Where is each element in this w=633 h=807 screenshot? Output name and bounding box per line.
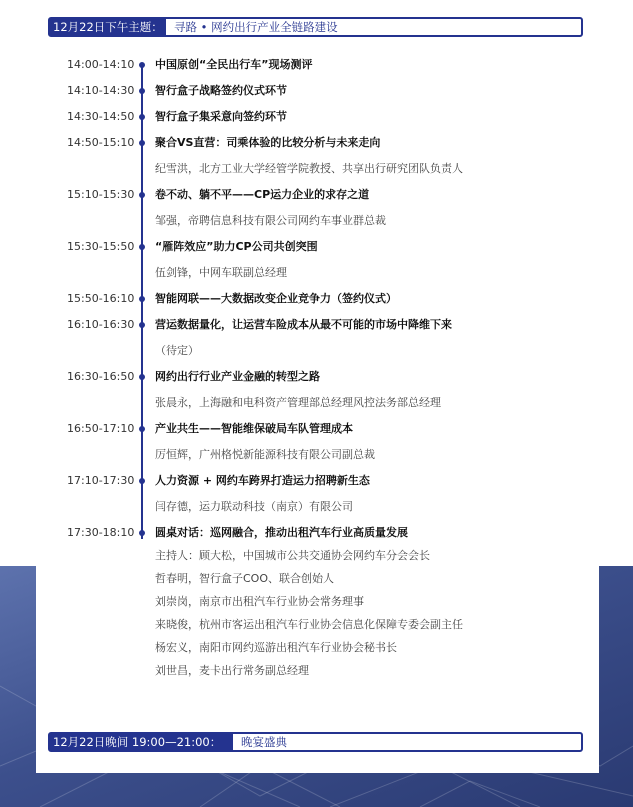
timeline-dot [139, 374, 145, 380]
session-time: 17:10-17:30 [67, 474, 135, 487]
session-time: 14:50-15:10 [67, 136, 135, 149]
timeline-dot [139, 426, 145, 432]
session-speaker: 哲春明，智行盒子COO、联合创始人 [155, 572, 334, 585]
agenda-item [0, 367, 633, 387]
session-title: 聚合VS直营：司乘体验的比较分析与未来走向 [155, 136, 381, 149]
session-speaker: 伍剑锋，中网车联副总经理 [155, 266, 287, 279]
session-time: 14:30-14:50 [67, 110, 135, 123]
session-speaker: 纪雪洪，北方工业大学经管学院教授、共享出行研究团队负责人 [155, 162, 463, 175]
agenda-item [0, 471, 633, 491]
timeline-dot [139, 530, 145, 536]
session-title: 人力资源 + 网约车跨界打造运力招聘新生态 [155, 474, 370, 487]
evening-time-label: 12月22日晚间 19:00—21:00： [50, 734, 233, 750]
timeline-dot [139, 478, 145, 484]
session-time: 15:30-15:50 [67, 240, 135, 253]
session-time: 14:00-14:10 [67, 58, 135, 71]
session-time: 15:50-16:10 [67, 292, 135, 305]
agenda-item [0, 55, 633, 75]
afternoon-theme-bar [48, 17, 583, 37]
agenda-item [0, 81, 633, 101]
session-title: 圆桌对话：巡网融合，推动出租汽车行业高质量发展 [155, 526, 408, 539]
session-speaker: 邹强，帝聘信息科技有限公司网约车事业群总裁 [155, 214, 386, 227]
session-title: 中国原创“全民出行车”现场测评 [155, 58, 313, 71]
timeline-dot [139, 140, 145, 146]
timeline-dot [139, 114, 145, 120]
session-title: 产业共生——智能维保破局车队管理成本 [155, 422, 353, 435]
session-time: 16:30-16:50 [67, 370, 135, 383]
session-speaker: （待定） [155, 344, 199, 357]
afternoon-topic: 寻路 • 网约出行产业全链路建设 [174, 20, 338, 34]
session-time: 17:30-18:10 [67, 526, 135, 539]
session-time: 16:50-17:10 [67, 422, 135, 435]
session-title: 营运数据量化，让运营车险成本从最不可能的市场中降维下来 [155, 318, 452, 331]
timeline-dot [139, 296, 145, 302]
agenda-item [0, 523, 633, 543]
agenda-item [0, 237, 633, 257]
agenda-item [0, 315, 633, 335]
timeline-dot [139, 88, 145, 94]
timeline-dot [139, 244, 145, 250]
agenda-item [0, 419, 633, 439]
session-speaker: 闫存德，运力联动科技（南京）有限公司 [155, 500, 353, 513]
session-title: 智行盒子集采意向签约环节 [155, 110, 287, 123]
session-title: 智能网联——大数据改变企业竞争力（签约仪式） [155, 292, 397, 305]
session-speaker: 杨宏义，南阳市网约巡游出租汽车行业协会秘书长 [155, 641, 397, 654]
timeline-dot [139, 322, 145, 328]
afternoon-date-label: 12月22日下午主题： [50, 19, 166, 35]
agenda-item [0, 133, 633, 153]
session-speaker: 主持人：顾大松，中国城市公共交通协会网约车分会会长 [155, 549, 430, 562]
session-speaker: 张晨永，上海融和电科资产管理部总经理风控法务部总经理 [155, 396, 441, 409]
timeline-dot [139, 192, 145, 198]
evening-bar [48, 732, 583, 752]
timeline-dot [139, 62, 145, 68]
session-time: 14:10-14:30 [67, 84, 135, 97]
session-time: 15:10-15:30 [67, 188, 135, 201]
session-title: “雁阵效应”助力CP公司共创突围 [155, 240, 318, 253]
session-title: 卷不动、躺不平——CP运力企业的求存之道 [155, 188, 370, 201]
session-speaker: 刘崇岗，南京市出租汽车行业协会常务理事 [155, 595, 364, 608]
session-time: 16:10-16:30 [67, 318, 135, 331]
evening-topic: 晚宴盛典 [241, 735, 287, 749]
agenda-item [0, 107, 633, 127]
session-title: 智行盒子战略签约仪式环节 [155, 84, 287, 97]
session-speaker: 刘世昌，麦卡出行常务副总经理 [155, 664, 309, 677]
session-speaker: 来晓俊，杭州市客运出租汽车行业协会信息化保障专委会副主任 [155, 618, 463, 631]
session-speaker: 厉恒辉，广州格悦新能源科技有限公司副总裁 [155, 448, 375, 461]
agenda-item [0, 289, 633, 309]
agenda-item [0, 185, 633, 205]
session-title: 网约出行行业产业金融的转型之路 [155, 370, 320, 383]
